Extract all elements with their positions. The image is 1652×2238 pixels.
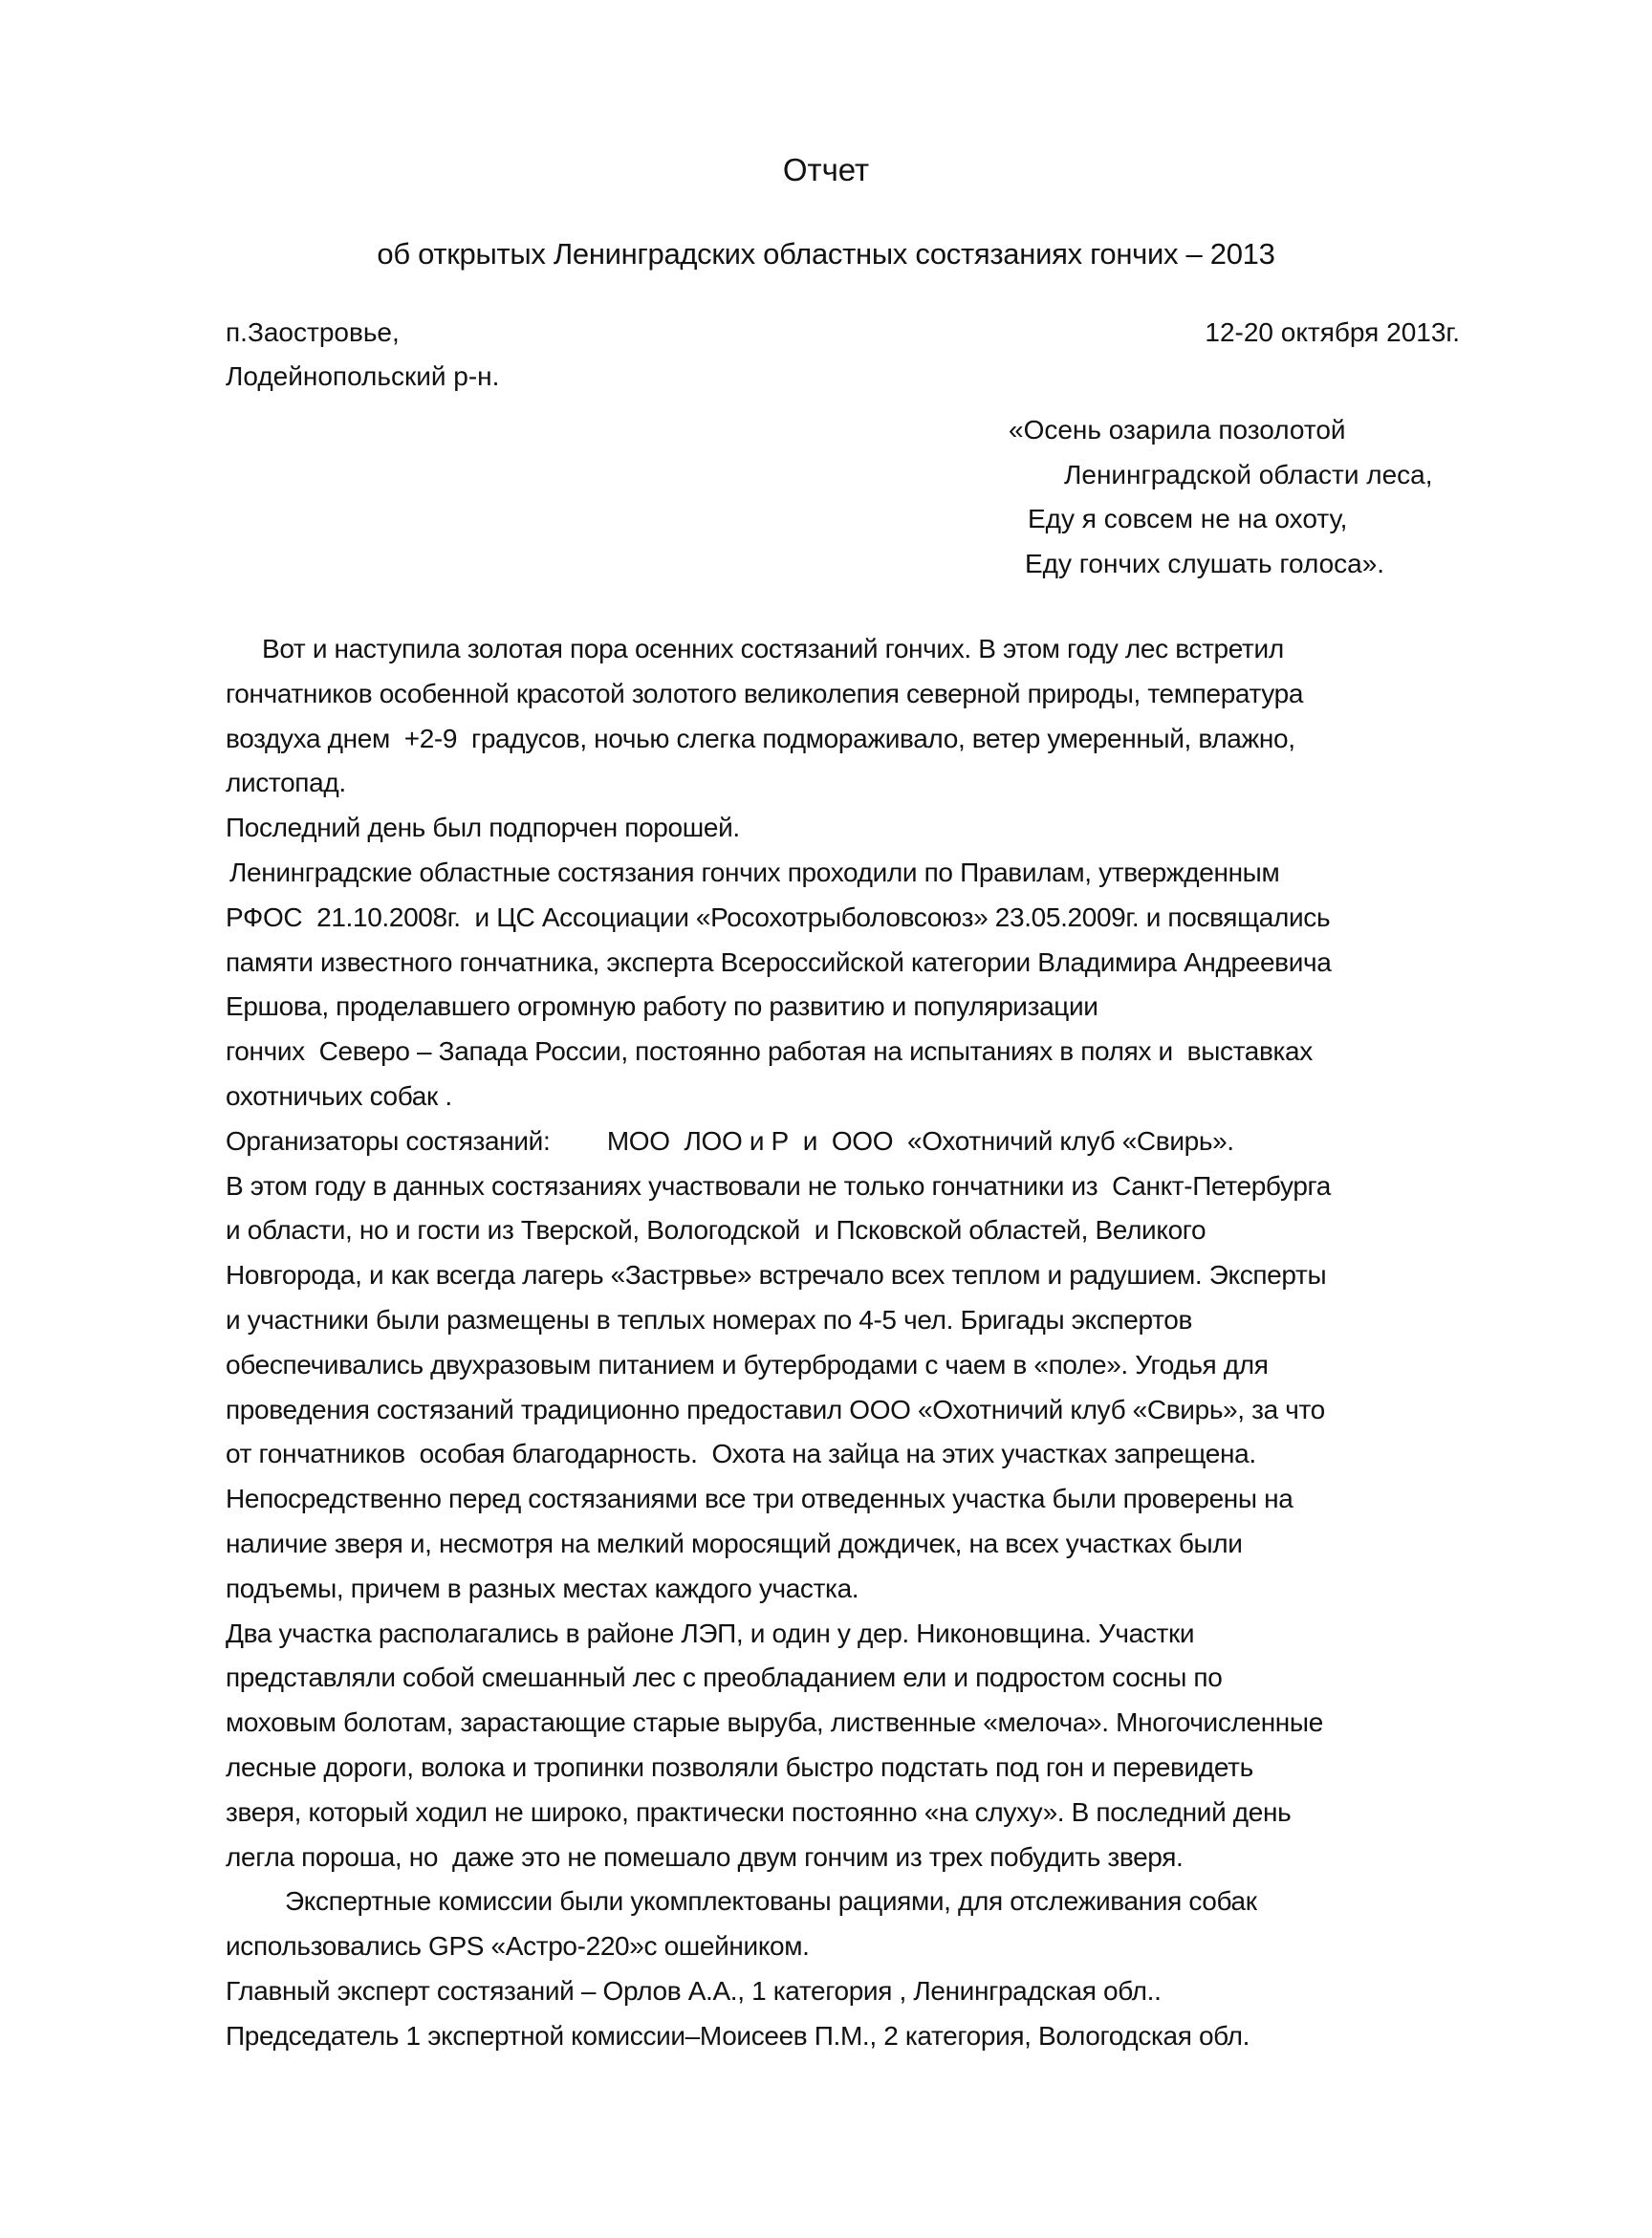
body-line: РФОС 21.10.2008г. и ЦС Ассоциации «Росохотрыболовсоюз» 23.05.2009г. и посвящались <box>226 902 1331 932</box>
body-line: проведения состязаний традиционно предоставил ООО «Охотничий клуб «Свирь», за что <box>226 1394 1325 1424</box>
location-district: Лодейнопольский р-н. <box>226 361 500 391</box>
body-line: подъемы, причем в разных местах каждого участка. <box>226 1573 859 1603</box>
body-line: Ленинградские областные состязания гончих проходили по Правилам, утвержденным <box>229 857 1280 887</box>
body-line: Организаторы состязаний: МОО ЛОО и Р и ООО «Охотничий клуб «Свирь». <box>226 1125 1234 1156</box>
body-line: Непосредственно перед состязаниями все три отведенных участка были проверены на <box>226 1484 1293 1514</box>
body-line: зверя, который ходил не широко, практически постоянно «на слуху». В последний день <box>226 1796 1292 1827</box>
document-subtitle: об открытых Ленинградских областных состязаниях гончих – 2013 <box>377 237 1275 271</box>
body-line: представляли собой смешанный лес с преобладанием ели и подростом сосны по <box>226 1662 1223 1693</box>
body-line: моховым болотам, зарастающие старые выруба, лиственные «мелоча». Многочисленные <box>226 1707 1323 1738</box>
body-line: Главный эксперт состязаний – Орлов А.А., 1 категория , Ленинградская обл.. <box>226 1975 1162 2006</box>
location-place: п.Заостровье, <box>226 317 400 347</box>
body-line: листопад. <box>226 768 346 798</box>
body-line: наличие зверя и, несмотря на мелкий моросящий дождичек, на всех участках были <box>226 1528 1243 1558</box>
body-line: памяти известного гончатника, эксперта Всероссийской категории Владимира Андреевича <box>226 946 1332 977</box>
body-line: Председатель 1 экспертной комиссии–Моисеев П.М., 2 категория, Вологодская обл. <box>226 2020 1250 2051</box>
body-line: Экспертные комиссии были укомплектованы рациями, для отслеживания собак <box>285 1886 1257 1917</box>
body-line: гончатников особенной красотой золотого великолепия северной природы, температура <box>226 678 1304 708</box>
body-line: и участники были размещены в теплых номерах по 4-5 чел. Бригады экспертов <box>226 1304 1193 1335</box>
epigraph-line: Еду я совсем не на охоту, <box>1028 504 1348 533</box>
document-title: Отчет <box>782 152 870 187</box>
body-line: обеспечивались двухразовым питанием и бутербродами с чаем в «поле». Угодья для <box>226 1349 1269 1380</box>
epigraph-line: Еду гончих слушать голоса». <box>1025 548 1385 578</box>
body-line: охотничьих собак . <box>226 1080 452 1111</box>
body-line: лесные дороги, волока и тропинки позволяли быстро подстать под гон и перевидеть <box>226 1751 1253 1782</box>
body-line: использовались GPS «Астро-220»с ошейником. <box>226 1931 810 1962</box>
body-line: Вот и наступила золотая пора осенних состязаний гончих. В этом году лес встретил <box>262 634 1284 663</box>
body-line: и области, но и гости из Тверской, Вологодской и Псковской областей, Великого <box>226 1215 1206 1246</box>
body-line: гончих Северо – Запада России, постоянно работая на испытаниях в полях и выставках <box>226 1036 1313 1067</box>
report-body <box>226 627 1468 2059</box>
body-line: воздуха днем +2-9 градусов, ночью слегка подмораживало, ветер умеренный, влажно, <box>226 723 1295 753</box>
body-line: от гончатников особая благодарность. Охота на зайца на этих участках запрещена. <box>226 1439 1256 1469</box>
body-line: Ершова, проделавшего огромную работу по развитию и популяризации <box>226 991 1098 1022</box>
body-line: Последний день был подпорчен порошей. <box>226 813 740 843</box>
body-line: Два участка располагались в районе ЛЭП, и один у дер. Никоновщина. Участки <box>226 1618 1195 1648</box>
event-date: 12-20 октября 2013г. <box>1205 317 1460 347</box>
body-line: Новгорода, и как всегда лагерь «Застрвье» встречало всех теплом и радушием. Эксперты <box>226 1260 1327 1291</box>
body-line: В этом году в данных состязаниях участвовали не только гончатники из Санкт-Петербурга <box>226 1170 1332 1201</box>
body-line: легла пороша, но даже это не помешало двум гончим из трех побудить зверя. <box>226 1841 1184 1872</box>
epigraph-line: Ленинградской области леса, <box>1064 459 1433 489</box>
epigraph-line: «Осень озарила позолотой <box>1009 415 1346 445</box>
